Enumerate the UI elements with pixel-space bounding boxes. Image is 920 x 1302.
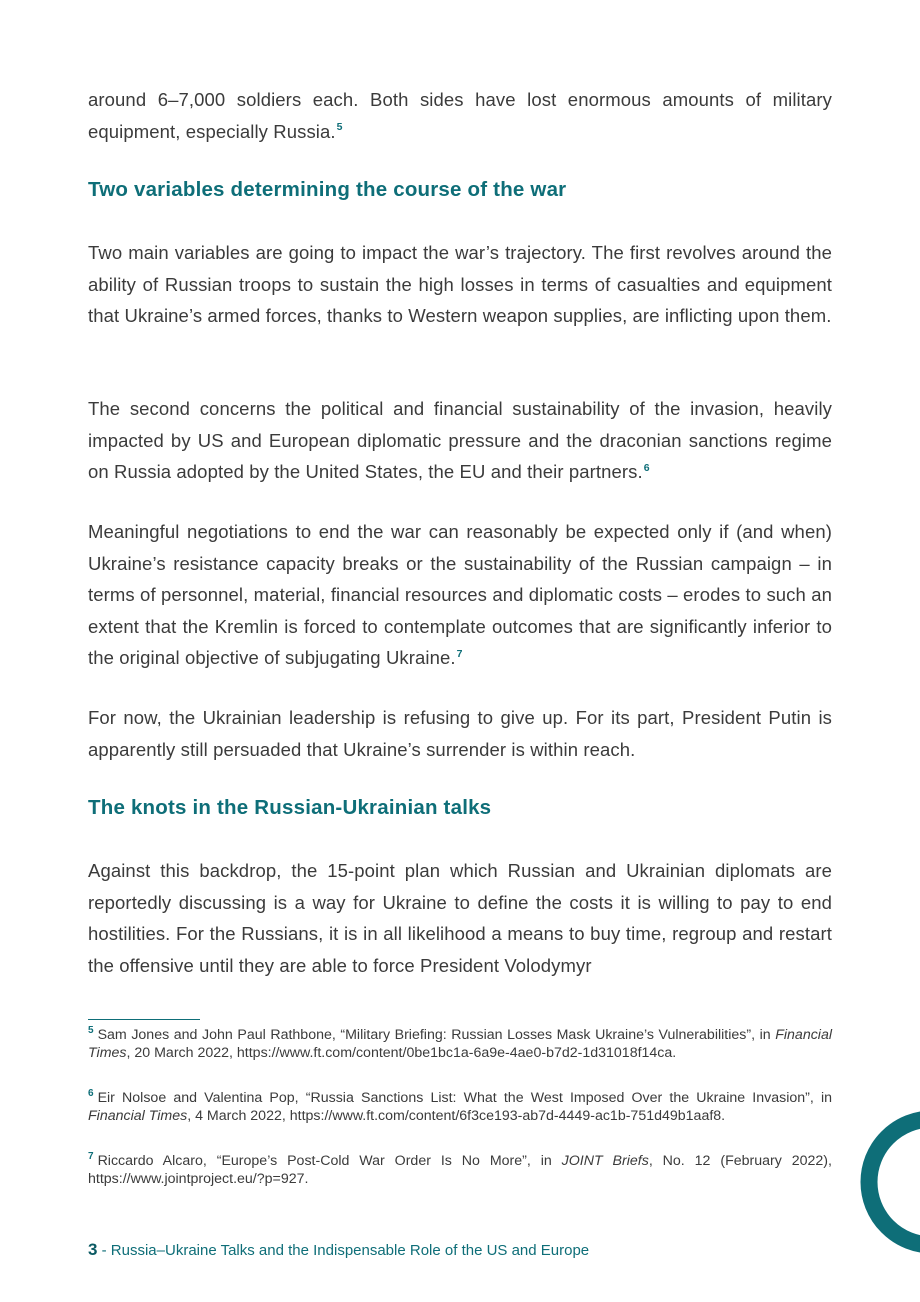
decorative-arc-icon bbox=[860, 1110, 920, 1254]
footnote-5: $^5$ Sam Jones and John Paul Rathbone, “Military Briefing: Russian Losses Mask Ukraine’s Vulnerabilities”, in Financial Times, 20 March 2022, https://www.ft.com/content/0be1bc1a-6a9e-4ae0-b7d2-1d31018f14ca. bbox=[88, 1025, 832, 1061]
arc-shape bbox=[860, 1110, 920, 1254]
heading-knots-talks: The knots in the Russian-Ukrainian talks bbox=[88, 796, 492, 819]
section-heading-2 bbox=[88, 796, 832, 820]
page-number: 3 bbox=[88, 1240, 98, 1259]
heading-two-variables: Two variables determining the course of the war bbox=[88, 178, 567, 201]
paragraph-2: Two main variables are going to impact the war’s trajectory. The first revolves around the ability of Russian troops to sustain the high losses in terms of casualties and equipment that Ukraine’s armed forces, thanks to Western weapon supplies, are inflicting upon them. bbox=[88, 242, 832, 326]
page-footer bbox=[88, 1240, 589, 1260]
footnote-6: $^6$ Eir Nolsoe and Valentina Pop, “Russia Sanctions List: What the West Imposed Over the Ukraine Invasion”, in Financial Times, 4 March 2022, https://www.ft.com/content/6f3ce193-ab7d-4449-ac1b-751d49b1aaf8. bbox=[88, 1088, 832, 1124]
footnote-ref-5[interactable]: 5 bbox=[336, 121, 343, 134]
paragraph-5: For now, the Ukrainian leadership is refusing to give up. For its part, President Putin is apparently still persuaded that Ukraine’s surrender is within reach. bbox=[88, 707, 832, 760]
footer-title: - Russia–Ukraine Talks and the Indispensable Role of the US and Europe bbox=[97, 1242, 590, 1259]
footnote-ref-7[interactable]: 7 bbox=[456, 647, 463, 660]
paragraph-3: The second concerns the political and financial sustainability of the invasion, heavily impacted by US and European diplomatic pressure and the draconian sanctions regime on Russia adopted by the United States, the EU and their partners.$^6$ bbox=[88, 398, 832, 482]
footnote-divider bbox=[88, 1019, 200, 1020]
paragraph-1: around 6–7,000 soldiers each. Both sides have lost enormous amounts of military equipment, especially Russia.$^5$ bbox=[88, 89, 832, 142]
section-heading-1 bbox=[88, 178, 832, 202]
paragraph-4: Meaningful negotiations to end the war can reasonably be expected only if (and when) Ukraine’s resistance capacity breaks or the sustainability of the Russian campaign – in terms of personnel, material, financial resources and diplomatic costs – erodes to such an extent that the Kremlin is forced to contemplate outcomes that are significantly inferior to the original objective of subjugating Ukraine.$^7$ bbox=[88, 521, 832, 668]
footnote-7: $^7$ Riccardo Alcaro, “Europe’s Post-Cold War Order Is No More”, in JOINT Briefs, No. 12 (February 2022), https://www.jointproject.eu/?p=927. bbox=[88, 1151, 832, 1187]
paragraph-6: Against this backdrop, the 15-point plan which Russian and Ukrainian diplomats are reportedly discussing is a way for Ukraine to define the costs it is willing to pay to end hostilities. For the Russians, it is in all likelihood a means to buy time, regroup and restart the offensive until they are able to force President Volodymyr bbox=[88, 860, 832, 976]
footnote-ref-6[interactable]: 6 bbox=[643, 461, 650, 474]
